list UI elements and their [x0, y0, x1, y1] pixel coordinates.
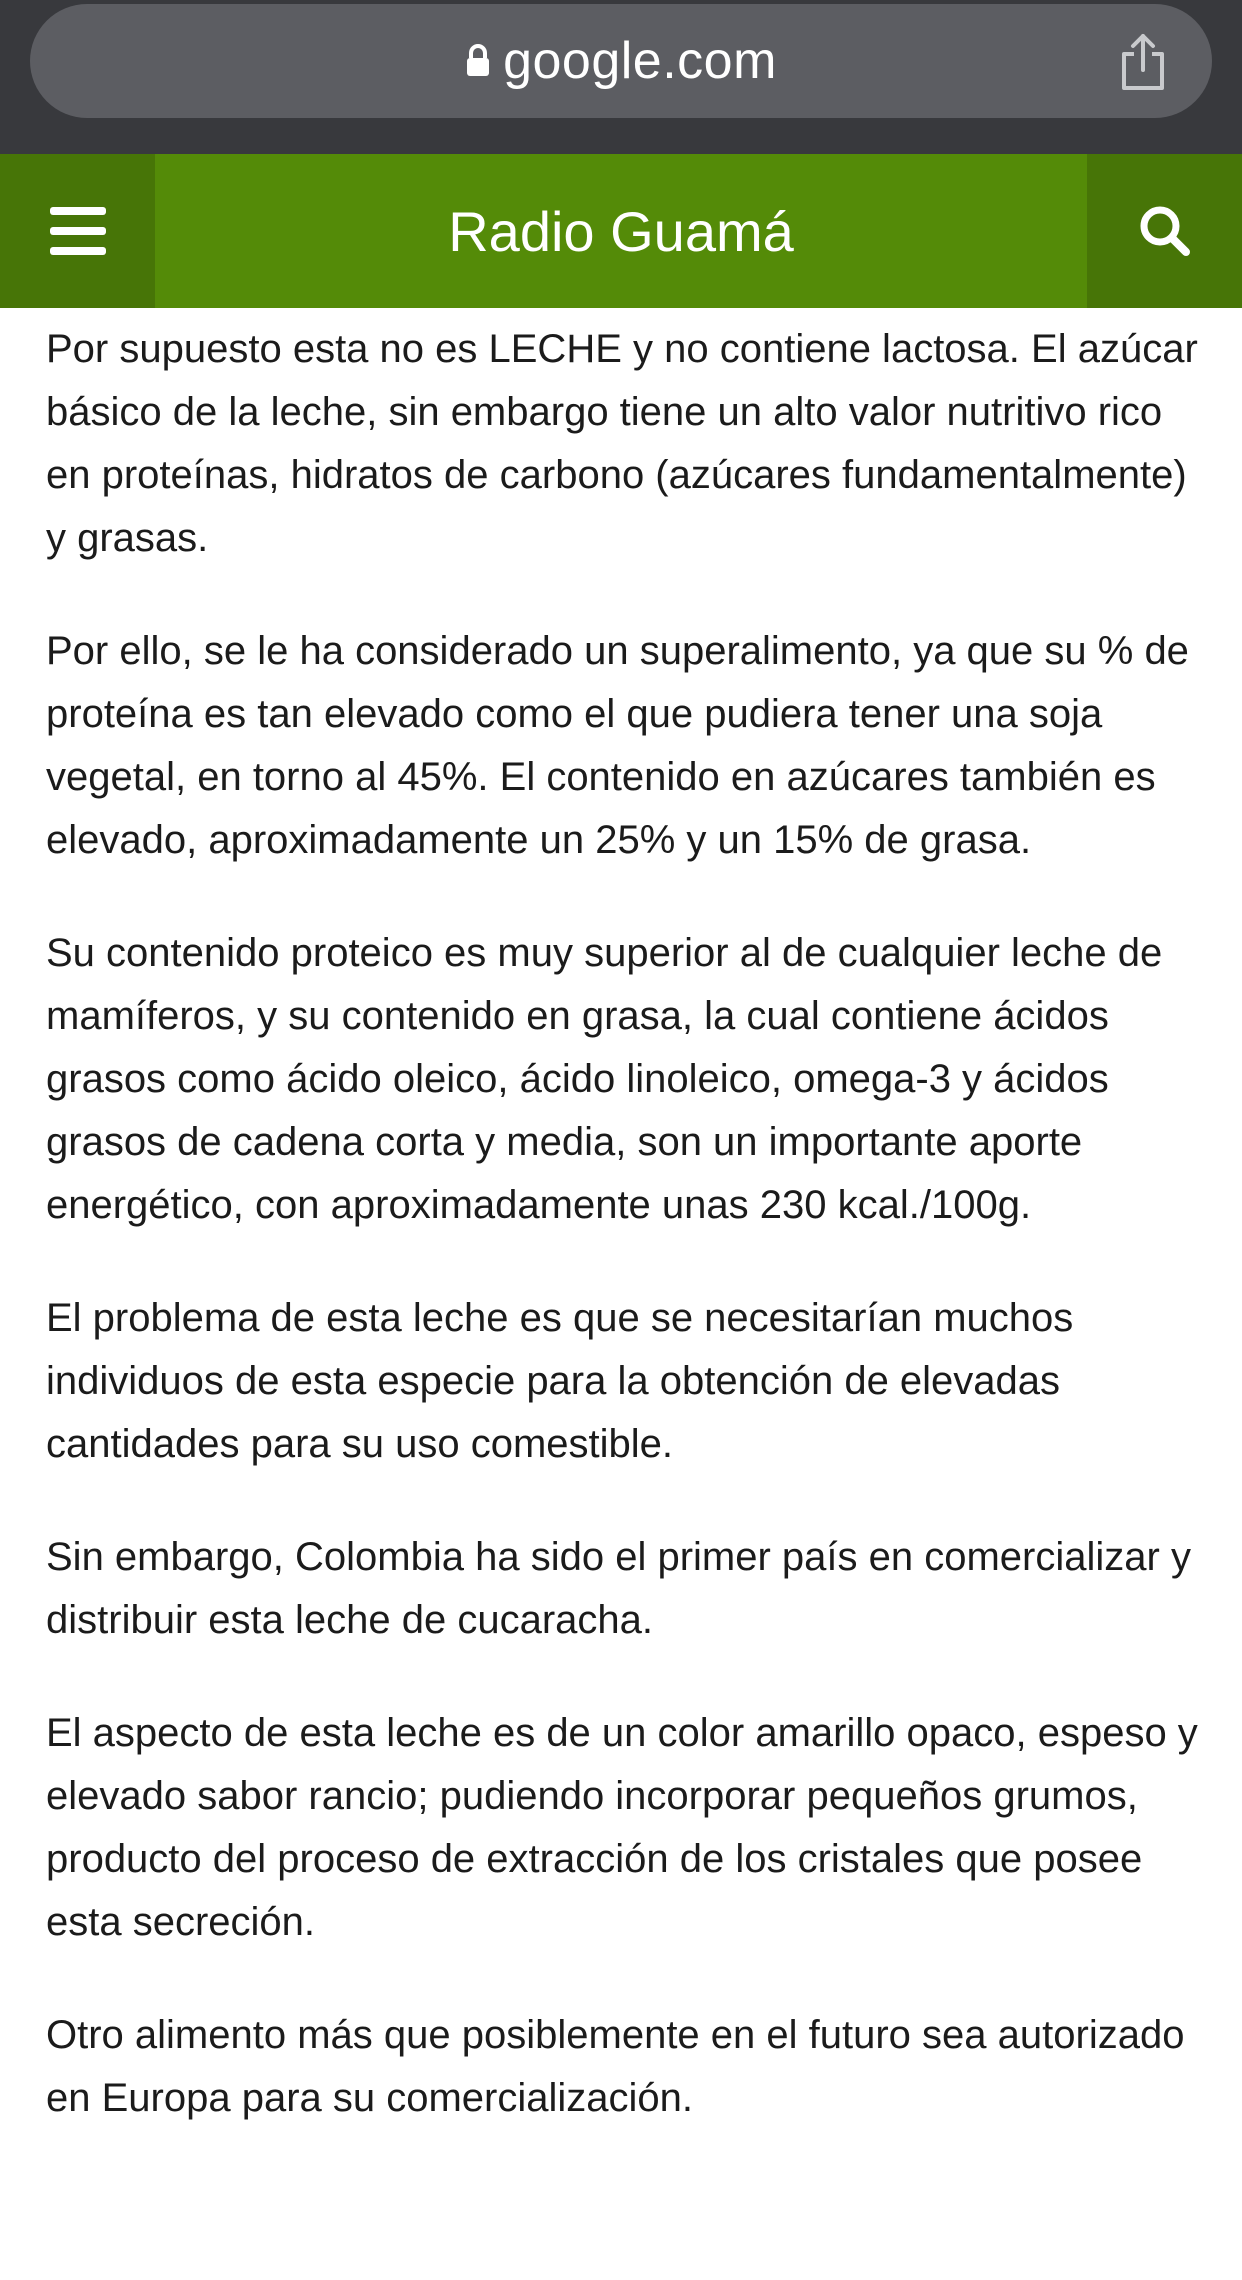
search-icon	[1138, 204, 1192, 258]
site-title[interactable]: Radio Guamá	[448, 199, 794, 263]
article-paragraph: Su contenido proteico es muy superior al de cualquier leche de mamíferos, y su contenido en grasa, la cual contiene ácidos grasos como ácido oleico, ácido linoleico, omega-3 y ácidos grasos de cadena corta y media, son un importante aporte energético, con aproximadamente unas 230 kcal./100g.	[46, 931, 1163, 1227]
search-button[interactable]	[1087, 154, 1242, 308]
url-text: google.com	[503, 32, 777, 90]
address-bar-content	[30, 4, 1212, 118]
article-paragraph: El aspecto de esta leche es de un color amarillo opaco, espeso y elevado sabor rancio; pudiendo incorporar pequeños grumos, producto del proceso de extracción de los cristales que posee esta secreción.	[46, 1711, 1198, 1944]
browser-toolbar	[0, 0, 1242, 154]
menu-button[interactable]	[0, 154, 155, 308]
article-body	[46, 318, 1206, 2180]
address-bar[interactable]	[30, 4, 1212, 118]
lock-icon	[465, 44, 491, 78]
article-paragraph: Por supuesto esta no es LECHE y no contiene lactosa. El azúcar básico de la leche, sin embargo tiene un alto valor nutritivo rico en proteínas, hidratos de carbono (azúcares fundamentalmente) y grasas.	[46, 327, 1198, 560]
article-paragraph: Otro alimento más que posiblemente en el futuro sea autorizado en Europa para su comercialización.	[46, 2013, 1185, 2120]
share-icon[interactable]	[1116, 32, 1170, 92]
hamburger-menu-icon	[50, 207, 106, 255]
article-paragraph: El problema de esta leche es que se necesitarían muchos individuos de esta especie para la obtención de elevadas cantidades para su uso comestible.	[46, 1296, 1074, 1466]
article-paragraph: Por ello, se le ha considerado un superalimento, ya que su % de proteína es tan elevado como el que pudiera tener una soja vegetal, en torno al 45%. El contenido en azúcares también es elevado, aproximadamente un 25% y un 15% de grasa.	[46, 629, 1189, 862]
site-header	[0, 154, 1242, 308]
article-paragraph: Sin embargo, Colombia ha sido el primer país en comercializar y distribuir esta leche de cucaracha.	[46, 1535, 1191, 1642]
